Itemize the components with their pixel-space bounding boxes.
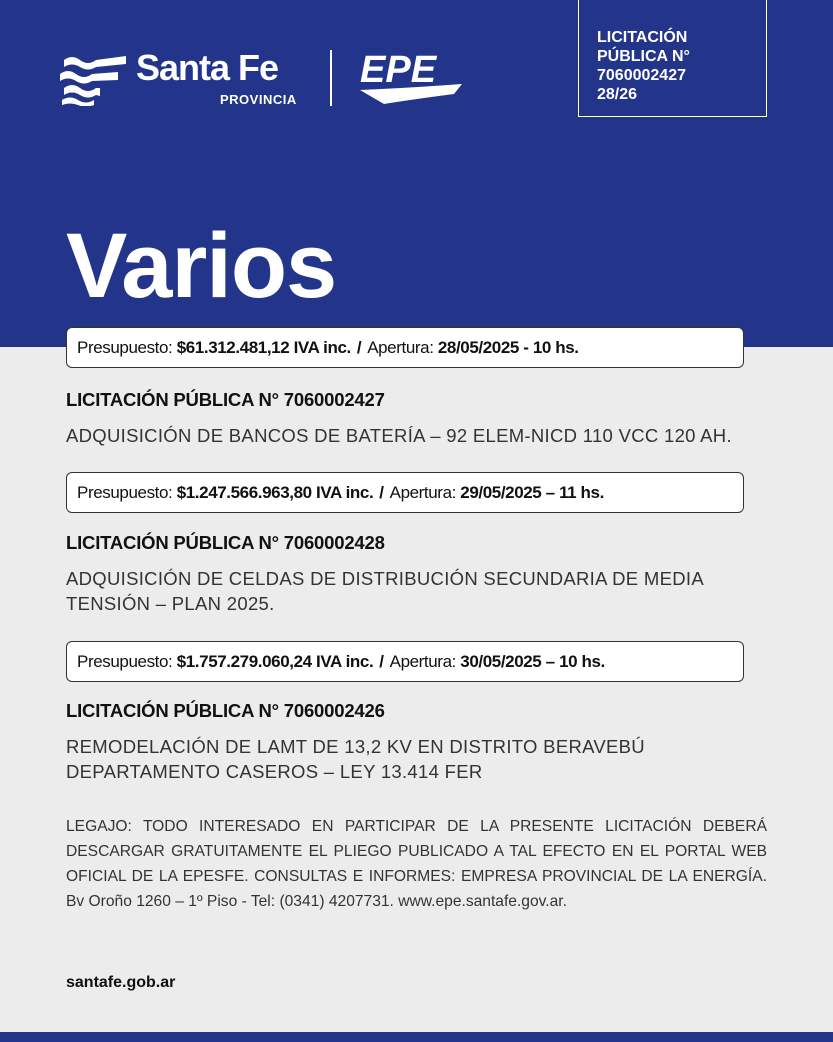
badge-line: LICITACIÓN xyxy=(597,29,688,46)
budget-label: Presupuesto: xyxy=(77,651,173,671)
opening-value: 29/05/2025 – 11 hs. xyxy=(460,482,604,502)
tender-heading: LICITACIÓN PÚBLICA N° 7060002427 xyxy=(66,389,385,410)
budget-pill xyxy=(66,327,744,368)
tender-description: ADQUISICIÓN DE BANCOS DE BATERÍA – 92 ELEM-NICD 110 VCC 120 AH. xyxy=(66,425,732,446)
logo-divider xyxy=(330,50,332,106)
budget-pill xyxy=(66,472,744,513)
bottom-bar xyxy=(0,1032,833,1042)
opening-label: Apertura: xyxy=(367,337,434,357)
footer-url[interactable]: santafe.gob.ar xyxy=(66,974,176,991)
header-banner xyxy=(0,0,833,347)
opening-label: Apertura: xyxy=(389,482,456,502)
opening-value: 30/05/2025 – 10 hs. xyxy=(460,651,605,671)
badge-line: PÚBLICA N° xyxy=(597,48,690,65)
tender-heading: LICITACIÓN PÚBLICA N° 7060002428 xyxy=(66,532,385,553)
badge-line: 28/26 xyxy=(597,86,638,103)
badge-line: 7060002427 xyxy=(597,67,686,84)
brand-subtitle: PROVINCIA xyxy=(220,92,297,107)
tender-description: ADQUISICIÓN DE CELDAS DE DISTRIBUCIÓN SECUNDARIA DE MEDIA TENSIÓN – PLAN 2025. xyxy=(66,568,703,614)
budget-value: $1.757.279.060,24 IVA inc. xyxy=(176,651,374,671)
budget-value: $61.312.481,12 IVA inc. xyxy=(176,337,351,357)
opening-value: 28/05/2025 - 10 hs. xyxy=(437,337,579,357)
santa-fe-emblem-icon xyxy=(60,50,130,106)
epe-logo-text: EPE xyxy=(360,49,437,91)
budget-label: Presupuesto: xyxy=(77,482,173,502)
budget-value: $1.247.566.963,80 IVA inc. xyxy=(176,482,374,502)
separator: / xyxy=(379,651,384,671)
budget-label: Presupuesto: xyxy=(77,337,173,357)
legal-notice: LEGAJO: TODO INTERESADO EN PARTICIPAR DE LA PRESENTE LICITACIÓN DEBERÁ DESCARGAR GRATUITAMENTE EL PLIEGO PUBLICADO A TAL EFECTO EN EL PORTAL WEB OFICIAL DE LA EPESFE. CONSULTAS E INFORMES: EMPRESA PROVINCIAL DE LA ENERGÍA. Bv Oroño 1260 – 1º Piso - Tel: (0341) 4207731. www.epe.santafe.gov.ar. xyxy=(66,818,767,910)
separator: / xyxy=(379,482,384,502)
separator: / xyxy=(356,337,362,357)
opening-label: Apertura: xyxy=(389,651,456,671)
tender-description: REMODELACIÓN DE LAMT DE 13,2 KV EN DISTRITO BERAVEBÚ DEPARTAMENTO CASEROS – LEY 13.414 FER xyxy=(66,736,645,782)
budget-pill xyxy=(66,641,744,682)
page-title: Varios xyxy=(66,215,337,317)
tender-number-badge xyxy=(578,0,767,117)
tender-heading: LICITACIÓN PÚBLICA N° 7060002426 xyxy=(66,700,385,721)
brand-name: Santa Fe xyxy=(136,47,279,88)
epe-logo xyxy=(358,48,468,104)
